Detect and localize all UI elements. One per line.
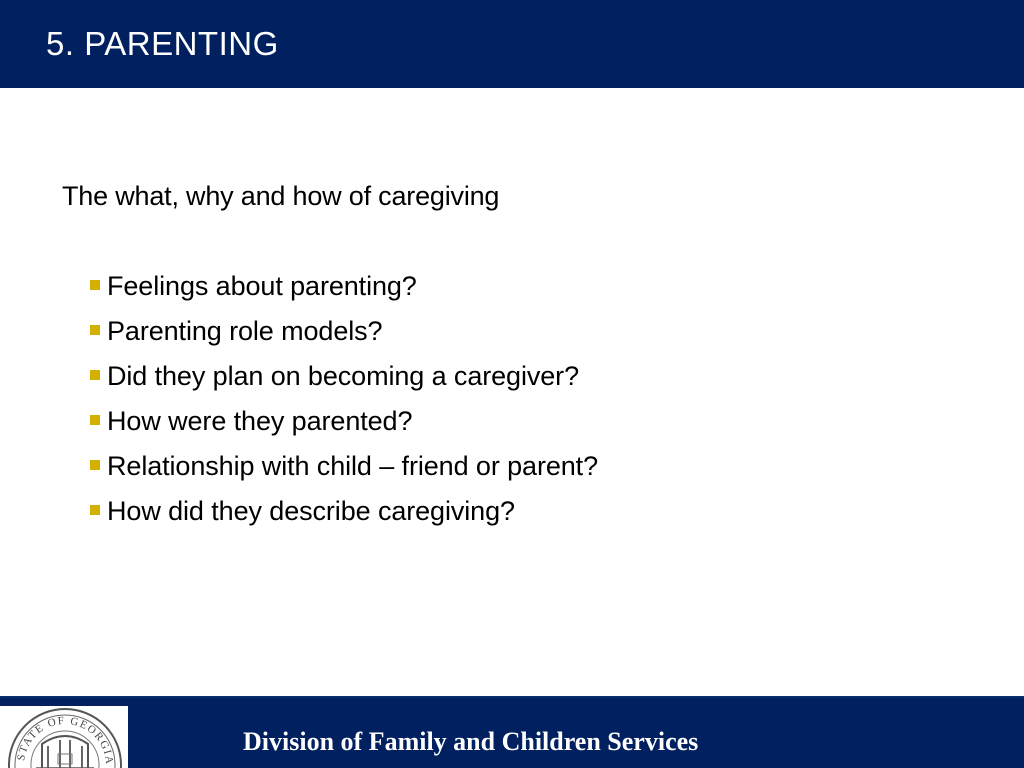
square-bullet-icon bbox=[90, 460, 100, 470]
bullet-text: Feelings about parenting? bbox=[107, 271, 417, 301]
seal-text: STATE OF GEORGIA bbox=[15, 714, 116, 766]
square-bullet-icon bbox=[90, 505, 100, 515]
square-bullet-icon bbox=[90, 370, 100, 380]
bullet-text: Did they plan on becoming a caregiver? bbox=[107, 361, 579, 391]
slide-title: 5. PARENTING bbox=[46, 25, 279, 62]
square-bullet-icon bbox=[90, 325, 100, 335]
bullet-text: Parenting role models? bbox=[107, 316, 383, 346]
slide-subheading: The what, why and how of caregiving bbox=[62, 181, 500, 211]
bullet-item bbox=[90, 489, 962, 534]
bullet-item bbox=[90, 354, 962, 399]
bullet-item bbox=[90, 399, 962, 444]
georgia-seal-icon bbox=[6, 706, 124, 768]
bullet-text: How did they describe caregiving? bbox=[107, 496, 515, 526]
bullet-text: How were they parented? bbox=[107, 406, 413, 436]
square-bullet-icon bbox=[90, 415, 100, 425]
organization-name: Division of Family and Children Services bbox=[243, 727, 699, 756]
georgia-seal-logo bbox=[0, 706, 128, 768]
square-bullet-icon bbox=[90, 280, 100, 290]
bullet-item bbox=[90, 309, 962, 354]
bullet-list bbox=[62, 264, 962, 534]
bullet-text: Relationship with child – friend or parent? bbox=[107, 451, 598, 481]
title-bar bbox=[0, 0, 1024, 88]
bullet-item bbox=[90, 444, 962, 489]
bullet-item bbox=[90, 264, 962, 309]
slide-content bbox=[62, 176, 962, 534]
